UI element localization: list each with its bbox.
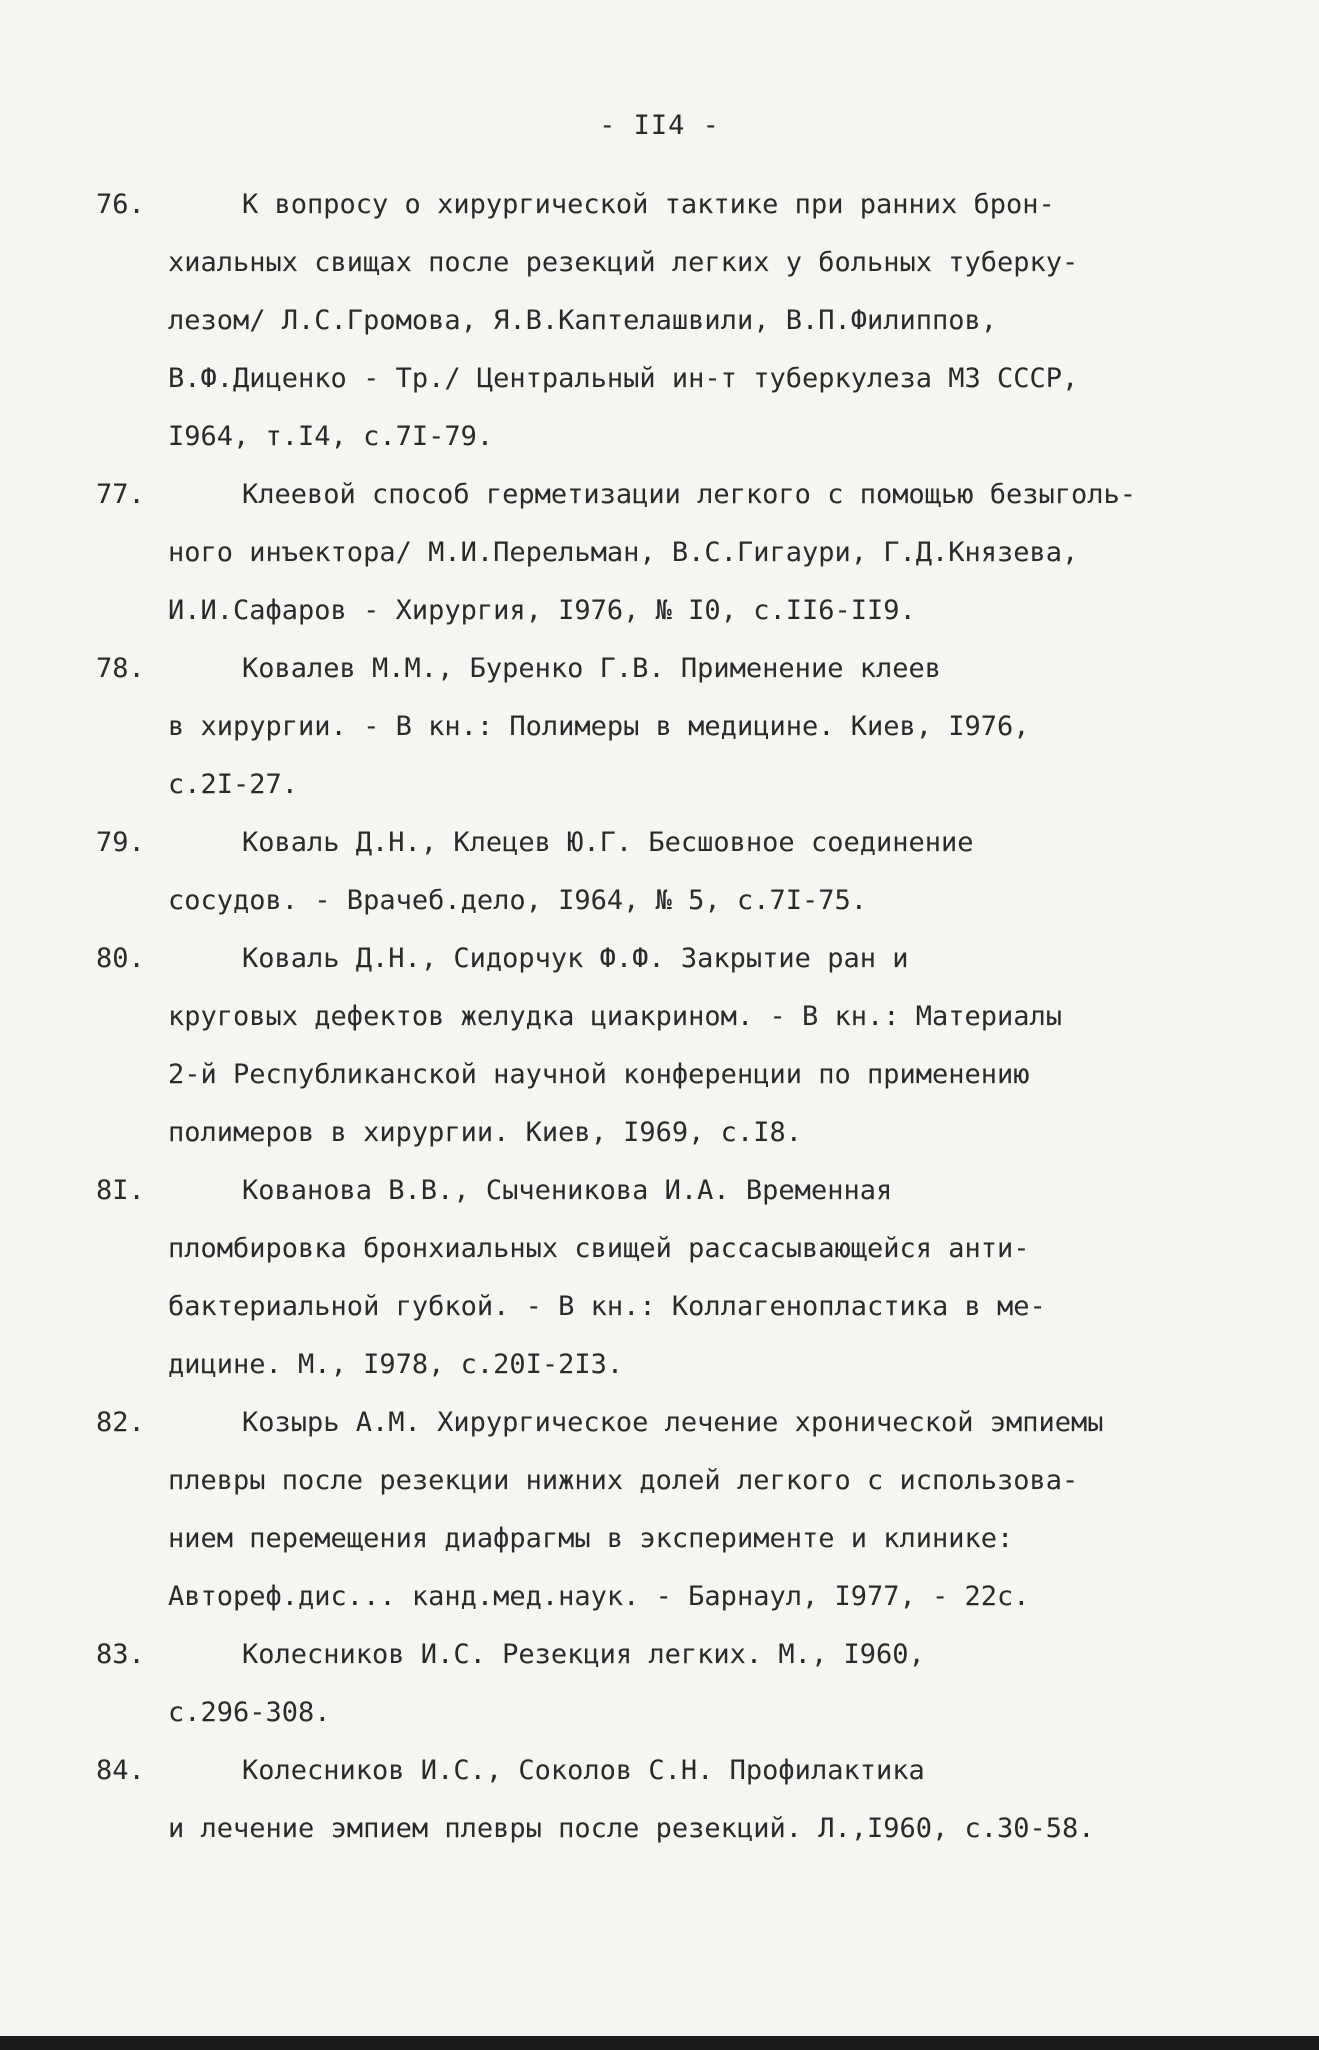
reference-line: с.2I-27. <box>168 769 299 800</box>
reference-text <box>168 930 1246 1162</box>
scan-bottom-edge <box>0 2036 1319 2050</box>
reference-line: 2-й Республиканской научной конференции по применению <box>168 1059 1030 1090</box>
page-number: - II4 - <box>599 110 720 141</box>
reference-entry <box>96 1162 1246 1394</box>
reference-line: В.Ф.Диценко - Тр./ Центральный ин-т туберкулеза МЗ СССР, <box>168 363 1079 394</box>
reference-number: 84. <box>96 1755 145 1786</box>
reference-line: и лечение эмпием плевры после резекций. Л.,I960, с.30-58. <box>168 1813 1095 1844</box>
reference-line: с.296-308. <box>168 1697 331 1728</box>
reference-text <box>168 176 1246 466</box>
reference-number: 79. <box>96 827 145 858</box>
reference-line: И.И.Сафаров - Хирургия, I976, № I0, с.II6-II9. <box>168 595 916 626</box>
reference-line: I964, т.I4, с.7I-79. <box>168 421 494 452</box>
reference-number: 78. <box>96 653 145 684</box>
reference-entry <box>96 930 1246 1162</box>
reference-line: Козырь А.М. Хирургическое лечение хронической эмпиемы <box>242 1407 1104 1438</box>
reference-text <box>168 1162 1246 1394</box>
reference-line: пломбировка бронхиальных свищей рассасывающейся анти- <box>168 1233 1030 1264</box>
reference-text <box>168 640 1246 814</box>
reference-list <box>96 176 1246 1858</box>
reference-line: Коваль Д.Н., Сидорчук Ф.Ф. Закрытие ран и <box>242 943 909 974</box>
reference-entry <box>96 814 1246 930</box>
reference-line: Коваль Д.Н., Клецев Ю.Г. Бесшовное соединение <box>242 827 974 858</box>
reference-text <box>168 466 1246 640</box>
reference-line: плевры после резекции нижних долей легкого с использова- <box>168 1465 1079 1496</box>
reference-text <box>168 1394 1246 1626</box>
reference-line: Ковалев М.М., Буренко Г.В. Применение клеев <box>242 653 941 684</box>
reference-number: 82. <box>96 1407 145 1438</box>
reference-line: хиальных свищах после резекций легких у больных туберку- <box>168 247 1079 278</box>
reference-text <box>168 1742 1246 1858</box>
reference-text <box>168 1626 1246 1742</box>
reference-line: дицине. М., I978, с.20I-2I3. <box>168 1349 624 1380</box>
reference-line: нием перемещения диафрагмы в эксперименте и клинике: <box>168 1523 1014 1554</box>
reference-entry <box>96 176 1246 466</box>
reference-line: в хирургии. - В кн.: Полимеры в медицине. Киев, I976, <box>168 711 1030 742</box>
reference-line: ного инъектора/ М.И.Перельман, В.С.Гигаури, Г.Д.Князева, <box>168 537 1079 568</box>
reference-line: лезом/ Л.С.Громова, Я.В.Каптелашвили, В.П.Филиппов, <box>168 305 998 336</box>
reference-text <box>168 814 1246 930</box>
reference-line: сосудов. - Врачеб.дело, I964, № 5, с.7I-75. <box>168 885 867 916</box>
reference-entry <box>96 640 1246 814</box>
reference-line: круговых дефектов желудка циакрином. - В кн.: Материалы <box>168 1001 1063 1032</box>
reference-line: Автореф.дис... канд.мед.наук. - Барнаул, I977, - 22с. <box>168 1581 1030 1612</box>
reference-number: 80. <box>96 943 145 974</box>
reference-number: 83. <box>96 1639 145 1670</box>
reference-line: К вопросу о хирургической тактике при ранних брон- <box>242 189 1055 220</box>
reference-entry <box>96 1742 1246 1858</box>
reference-line: Колесников И.С., Соколов С.Н. Профилактика <box>242 1755 925 1786</box>
reference-number: 77. <box>96 479 145 510</box>
reference-number: 8I. <box>96 1175 145 1206</box>
reference-entry <box>96 1626 1246 1742</box>
reference-entry <box>96 1394 1246 1626</box>
reference-line: Колесников И.С. Резекция легких. М., I960, <box>242 1639 925 1670</box>
reference-line: полимеров в хирургии. Киев, I969, с.I8. <box>168 1117 802 1148</box>
reference-entry <box>96 466 1246 640</box>
reference-line: Кованова В.В., Сыченикова И.А. Временная <box>242 1175 893 1206</box>
reference-line: Клеевой способ герметизации легкого с помощью безыголь- <box>242 479 1137 510</box>
reference-number: 76. <box>96 189 145 220</box>
reference-line: бактериальной губкой. - В кн.: Коллагенопластика в ме- <box>168 1291 1046 1322</box>
